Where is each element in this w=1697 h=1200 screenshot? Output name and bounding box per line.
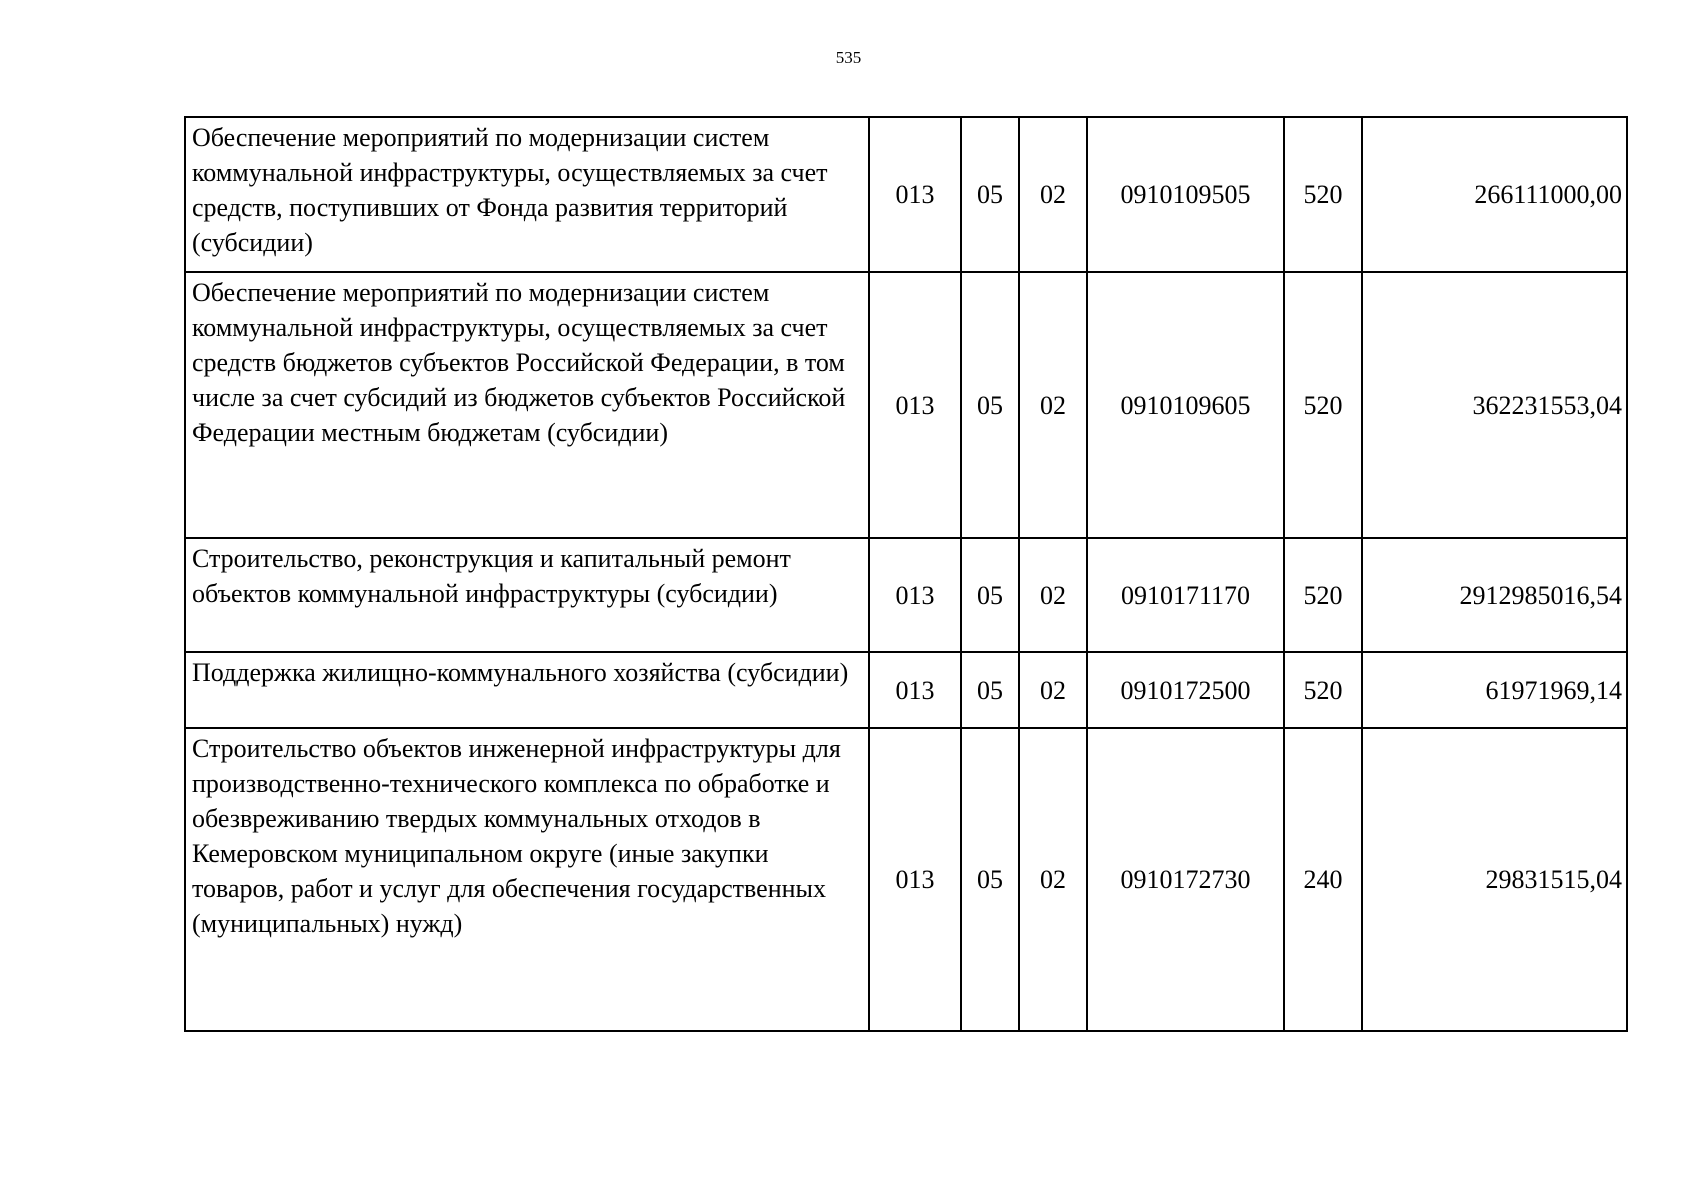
subsection-code-cell: 02	[1019, 272, 1087, 538]
table-row	[185, 728, 1627, 1031]
page-number: 535	[835, 48, 862, 67]
table-row	[185, 272, 1627, 538]
section-code-cell: 05	[961, 652, 1019, 728]
department-code-cell: 013	[869, 652, 961, 728]
target-article-cell: 0910172730	[1087, 728, 1284, 1031]
subsection-code-cell: 02	[1019, 728, 1087, 1031]
expense-type-cell: 520	[1284, 652, 1362, 728]
department-code-cell: 013	[869, 538, 961, 652]
section-code-cell: 05	[961, 117, 1019, 272]
target-article-cell: 0910171170	[1087, 538, 1284, 652]
target-article-cell: 0910172500	[1087, 652, 1284, 728]
subsection-code-cell: 02	[1019, 117, 1087, 272]
amount-cell: 362231553,04	[1362, 272, 1627, 538]
amount-cell: 266111000,00	[1362, 117, 1627, 272]
section-code-cell: 05	[961, 272, 1019, 538]
subsection-code-cell: 02	[1019, 652, 1087, 728]
amount-cell: 61971969,14	[1362, 652, 1627, 728]
expense-name-cell: Обеспечение мероприятий по модернизации систем коммунальной инфраструктуры, осуществляемых за счет средств бюджетов субъектов Российской Федерации, в том числе за счет субсидий из бюджетов субъектов Российской Федерации местным бюджетам (субсидии)	[185, 272, 869, 538]
expense-type-cell: 520	[1284, 538, 1362, 652]
expense-name-cell: Обеспечение мероприятий по модернизации систем коммунальной инфраструктуры, осуществляемых за счет средств, поступивших от Фонда развития территорий (субсидии)	[185, 117, 869, 272]
expense-type-cell: 520	[1284, 117, 1362, 272]
section-code-cell: 05	[961, 538, 1019, 652]
target-article-cell: 0910109505	[1087, 117, 1284, 272]
expense-type-cell: 520	[1284, 272, 1362, 538]
amount-cell: 29831515,04	[1362, 728, 1627, 1031]
amount-cell: 2912985016,54	[1362, 538, 1627, 652]
expense-type-cell: 240	[1284, 728, 1362, 1031]
subsection-code-cell: 02	[1019, 538, 1087, 652]
expense-name-cell: Строительство объектов инженерной инфраструктуры для производственно-технического комплекса по обработке и обезвреживанию твердых коммунальных отходов в Кемеровском муниципальном округе (иные закупки товаров, работ и услуг для обеспечения государственных (муниципальных) нужд)	[185, 728, 869, 1031]
department-code-cell: 013	[869, 117, 961, 272]
department-code-cell: 013	[869, 272, 961, 538]
table-row	[185, 652, 1627, 728]
budget-table	[184, 116, 1628, 1032]
expense-name-cell: Строительство, реконструкция и капитальный ремонт объектов коммунальной инфраструктуры (субсидии)	[185, 538, 869, 652]
section-code-cell: 05	[961, 728, 1019, 1031]
table-row	[185, 117, 1627, 272]
table-row	[185, 538, 1627, 652]
expense-name-cell: Поддержка жилищно-коммунального хозяйства (субсидии)	[185, 652, 869, 728]
department-code-cell: 013	[869, 728, 961, 1031]
target-article-cell: 0910109605	[1087, 272, 1284, 538]
